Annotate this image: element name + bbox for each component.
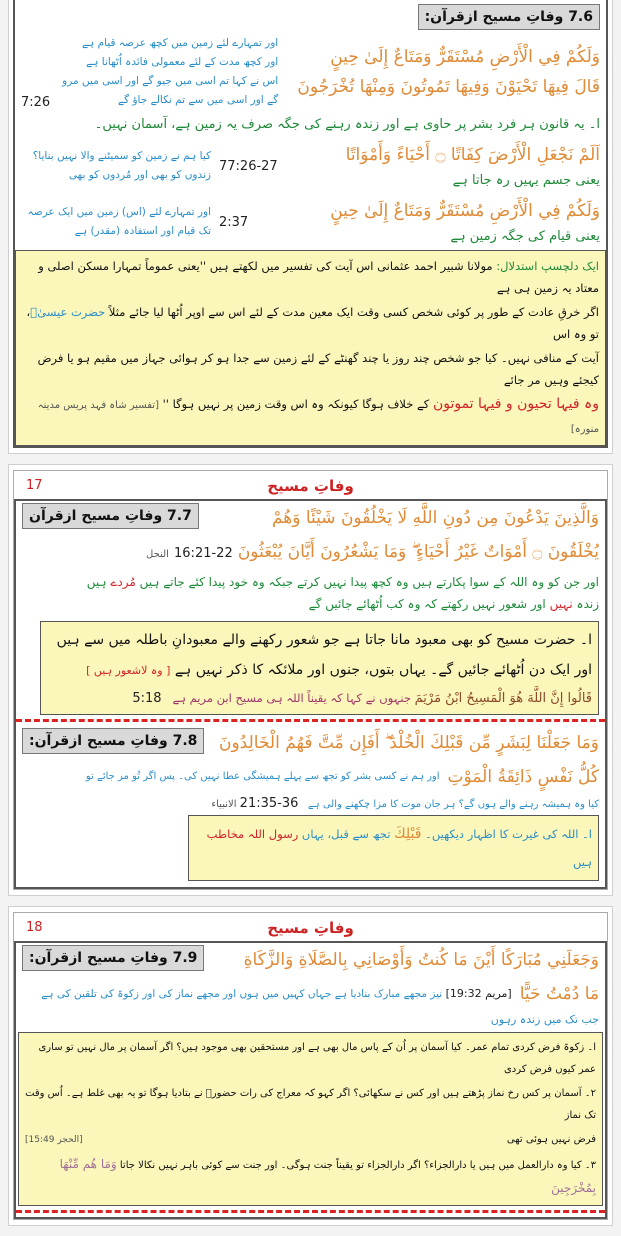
verse: كُلُّ نَفْسٍ ذَائِقَةُ الْمَوْتِ [447, 767, 599, 787]
translation: نیز مجھے مبارک بنادیا ہے جہاں کہیں میں ہوں اور مجھے نماز کی اور زکوۃ کی تلقین کی ہے [41, 988, 443, 1000]
section-divider [16, 719, 605, 722]
section-frame [14, 499, 607, 889]
verse-line [22, 537, 599, 567]
verse: قَالُوا إِنَّ اللَّهَ هُوَ الْمَسِيحُ ابْنُ مَرْيَمَ [414, 691, 592, 706]
translation-line: گے اور اسی میں سے تم نکالے جاؤ گے [117, 94, 279, 106]
highlight: مخاطب [206, 827, 248, 841]
highlight: نہیں [549, 597, 573, 611]
commentary-box [188, 815, 599, 881]
translation-line: اس نے کہا تم اسی میں جیو گے اور اسی میں مرو [62, 75, 279, 87]
highlight: مُردے [110, 575, 136, 589]
commentary-line [22, 254, 599, 300]
note-line: یعنی قیام کی جگہ زمین [469, 229, 600, 244]
verse: مَا دُمْتُ حَيًّا [519, 984, 599, 1004]
text: ، تو وہ اس [26, 305, 599, 341]
section-label: 7.7 وفاتِ مسیح ازقرآن [22, 503, 199, 529]
commentary-line [195, 819, 592, 877]
note-line: ہے [450, 229, 466, 244]
verse-reference: [19:32 مریم] [445, 987, 512, 1000]
translation-line: تک قیام اور استفادہ (مقدر) ہے [74, 225, 211, 237]
surah-name: الانبیاء [211, 799, 237, 810]
commentary-heading: ایک دلچسپ استدلال: [496, 259, 599, 273]
page-section-7-6 [8, 0, 613, 454]
note: ا۔ یہ قانون ہر فرد بشر پر حاوی ہے اور زندہ رہنے کی جگہ صرف یہ زمین ہے، آسمان نہیں۔ [94, 117, 600, 132]
text: تجھ سے قبل، یہاں [298, 827, 395, 841]
text: ۳۔ کیا وہ دارالعمل میں ہیں یا دارالجزاء؟ اگر دارالجزاء تو یقیناً جنت ہوگی۔ اور جنت سے کوئی باہر نہیں نکالا جاتا [116, 1160, 596, 1171]
translation: جب تک میں زندہ رہوں [490, 1013, 599, 1026]
commentary-line [47, 686, 592, 711]
page-border [13, 912, 608, 1220]
page-border [13, 470, 608, 890]
source-citation: [تفسیر شاہ فہد پریس مدینہ منورہ] [37, 400, 599, 435]
text: زندہ [572, 597, 599, 611]
translation-line: زندوں کو بھی اور مُردوں کو بھی [68, 169, 211, 181]
verse: وَمَا جَعَلْنَا لِبَشَرٍ مِّن قَبْلِكَ الْخُلْدَ ۖ أَفَإِن مِّتَّ فَهُمُ الْخَالِدُونَ [218, 733, 599, 753]
verse: يُخْلَقُونَ ۝ أَمْوَاتٌ غَيْرُ أَحْيَاءٍ ۖ وَمَا يَشْعُرُونَ أَيَّانَ يُبْعَثُونَ [237, 542, 599, 562]
commentary-line [22, 300, 599, 346]
translation: اور ہم نے کسی بشر کو تجھ سے پہلے ہمیشگی عطا نہیں کی۔ پس اگر تُو مر جائے تو [85, 771, 440, 782]
verse: وَلَكُمْ فِي الْأَرْضِ مُسْتَقَرٌّ وَمَتَاعٌ إِلَىٰ حِينٍ [330, 201, 600, 221]
surah-name: النحل [146, 549, 169, 560]
verse-group [286, 42, 600, 102]
translation-line: اور تمہارے لئے زمین میں کچھ عرصہ قیام ہے [81, 37, 279, 49]
commentary-box [18, 1032, 603, 1206]
section-frame [13, 0, 608, 448]
translation-line [22, 796, 599, 811]
page-17 [8, 464, 613, 896]
page-number: 18 [26, 920, 43, 935]
page-title: وفاتِ مسیح [267, 919, 354, 937]
translation-line: کیا ہم نے زمین کو سمیٹنے والا نہیں بنایا؟ [32, 150, 211, 162]
verse-group [256, 196, 600, 248]
verse-reference: 21:35-36 [239, 796, 299, 811]
text: اور جن کو وہ اللہ کے سوا پکارتے ہیں وہ کچھ پیدا نہیں کرتے جبکہ وہ خود پیدا کئے جاتے ہیں [135, 575, 599, 589]
commentary-line: آیت کے منافی نہیں۔ کیا جو شخص چند روز یا چند گھنٹے کے لئے زمین سے جدا ہو کر ہوائی جہاز میں مقیم ہو یا فرض کیجئے وہیں مر جائے [37, 351, 599, 387]
note [256, 226, 600, 248]
text: ہیں [86, 575, 111, 589]
commentary-box [40, 621, 599, 715]
translation [58, 34, 278, 110]
translation-line: اور کچھ مدت کے لئے معمولی فائدہ اُٹھانا ہے [86, 56, 279, 68]
section-divider [16, 1210, 605, 1213]
translation [21, 147, 211, 185]
text: مولانا شبیر احمد عثمانی اس آیت کی تفسیر میں لکھتے ہیں ''یعنی عموماً تمہارا مسکن اصلی و معتاد یہ زمین ہی ہے [38, 259, 599, 295]
verse-reference: 7:26 [21, 95, 51, 110]
verse-reference: 77:26-27 [219, 158, 278, 174]
commentary-box [15, 250, 606, 446]
section-frame [14, 941, 607, 1219]
verse-group [286, 140, 600, 192]
highlight: رسول اللہ [247, 827, 299, 841]
translation: جنہوں نے کہا کہ یقیناً اللہ ہی مسیح ابن مریم ہے [172, 691, 415, 705]
page-18 [8, 906, 613, 1226]
verse-reference: 5:18 [132, 691, 162, 706]
text: ا۔ اللہ کی غیرت کا اظہار دیکھیں۔ [421, 827, 592, 841]
verse-reference: [الحجر 15:49] [25, 1135, 83, 1145]
section-label: 7.8 وفاتِ مسیح ازقرآن: [22, 728, 204, 754]
page-number: 17 [26, 478, 43, 493]
text: ہیں [573, 855, 592, 869]
page-title: وفاتِ مسیح [267, 477, 354, 495]
section-label: 7.9 وفاتِ مسیح ازقرآن: [22, 945, 204, 971]
verse: اَلَمْ نَجْعَلِ الْأَرْضَ كِفَاتًا ۝ أَحْيَاءً وَأَمْوَاتًا [345, 145, 600, 165]
section-label: 7.6 وفاتِ مسیح ازقرآن: [418, 4, 600, 30]
verse: قَالَ فِيهَا تَحْيَوْنَ وَفِيهَا تَمُوتُونَ وَمِنْهَا تُخْرَجُونَ [297, 77, 600, 97]
highlight: وہ فیہا تحیون و فیہا تموتون [432, 396, 599, 412]
commentary-line [25, 1152, 596, 1202]
text: فرض نہیں ہوئی تھی [506, 1134, 596, 1145]
translation [21, 203, 211, 241]
text: کے خلاف ہوگا کیونکہ وہ اس وقت زمین پر نہیں ہوگا '' [162, 397, 433, 411]
commentary-line: ا۔ حضرت مسیح کو بھی معبود مانا جاتا ہے جو شعور رکھنے والے معبودانِ باطلہ میں سے ہیں [56, 632, 592, 648]
commentary-line [25, 1128, 596, 1152]
commentary-line: ۲۔ آسمان پر کس رخ نماز پڑھتے ہیں اور کس نے سکھائی؟ اگر کہو کہ معراج کی رات حضورؐ نے بتادیا ہوگا تو یہ بھی غلط ہے۔ اُس وقت تک نماز [25, 1088, 596, 1121]
verse: وَالَّذِينَ يَدْعُونَ مِن دُونِ اللَّهِ لَا يَخْلُقُونَ شَيْئًا وَهُمْ [271, 508, 599, 528]
translation-line: اور تمہارے لئے (اس) زمین میں ایک عرصہ [27, 206, 211, 218]
note: یعنی جسم یہیں رہ جاتا ہے [452, 173, 600, 188]
verse-reference: 2:37 [219, 214, 249, 230]
highlight: [ وہ لاشعور ہیں ] [86, 664, 171, 677]
translation [22, 571, 599, 615]
commentary-line: ا۔ زکوۃ فرض کردی تمام عمر۔ کیا آسمان پر اُن کے پاس مال بھی ہے اور مستحقین بھی موجود ہیں؟ اگر آسمان پر مال نہیں تو ساری عمر کیوں فرض کردی [38, 1042, 596, 1075]
text: اور ایک دن اُٹھائے جائیں گے۔ یہاں بتوں، جنوں اور ملائکہ کا ذکر نہیں ہے [170, 662, 592, 678]
verse-reference: 16:21-22 [174, 546, 233, 561]
translation-line [22, 985, 512, 1003]
verse-word: قَبْلِكَ [394, 826, 422, 842]
translation: کیا وہ ہمیشہ رہنے والے ہوں گے؟ ہر جان موت کا مزا چکھنے والی ہے [307, 799, 599, 810]
commentary-line [22, 392, 599, 442]
verse: وَجَعَلَنِي مُبَارَكًا أَيْنَ مَا كُنتُ وَأَوْصَانِي بِالصَّلَاةِ وَالزَّكَاةِ [243, 950, 599, 970]
verse: وَلَكُمْ فِي الْأَرْضِ مُسْتَقَرٌّ وَمَتَاعٌ إِلَىٰ حِينٍ [330, 47, 600, 67]
highlight: حضرت عیسیٰؑ [30, 305, 106, 319]
commentary-line [47, 655, 592, 686]
text: اگر خرقِ عادت کے طور پر کوئی شخص کسی وقت ایک معین مدت کے لئے اس سے اوپر اُٹھا لیا جائے مثلاً [105, 305, 599, 319]
verse: وَمَا هُم مِّنْهَا بِمُخْرَجِينَ [59, 1157, 596, 1195]
text: اور شعور نہیں رکھتے کہ وہ کب اُٹھائے جائیں گے [308, 597, 550, 611]
